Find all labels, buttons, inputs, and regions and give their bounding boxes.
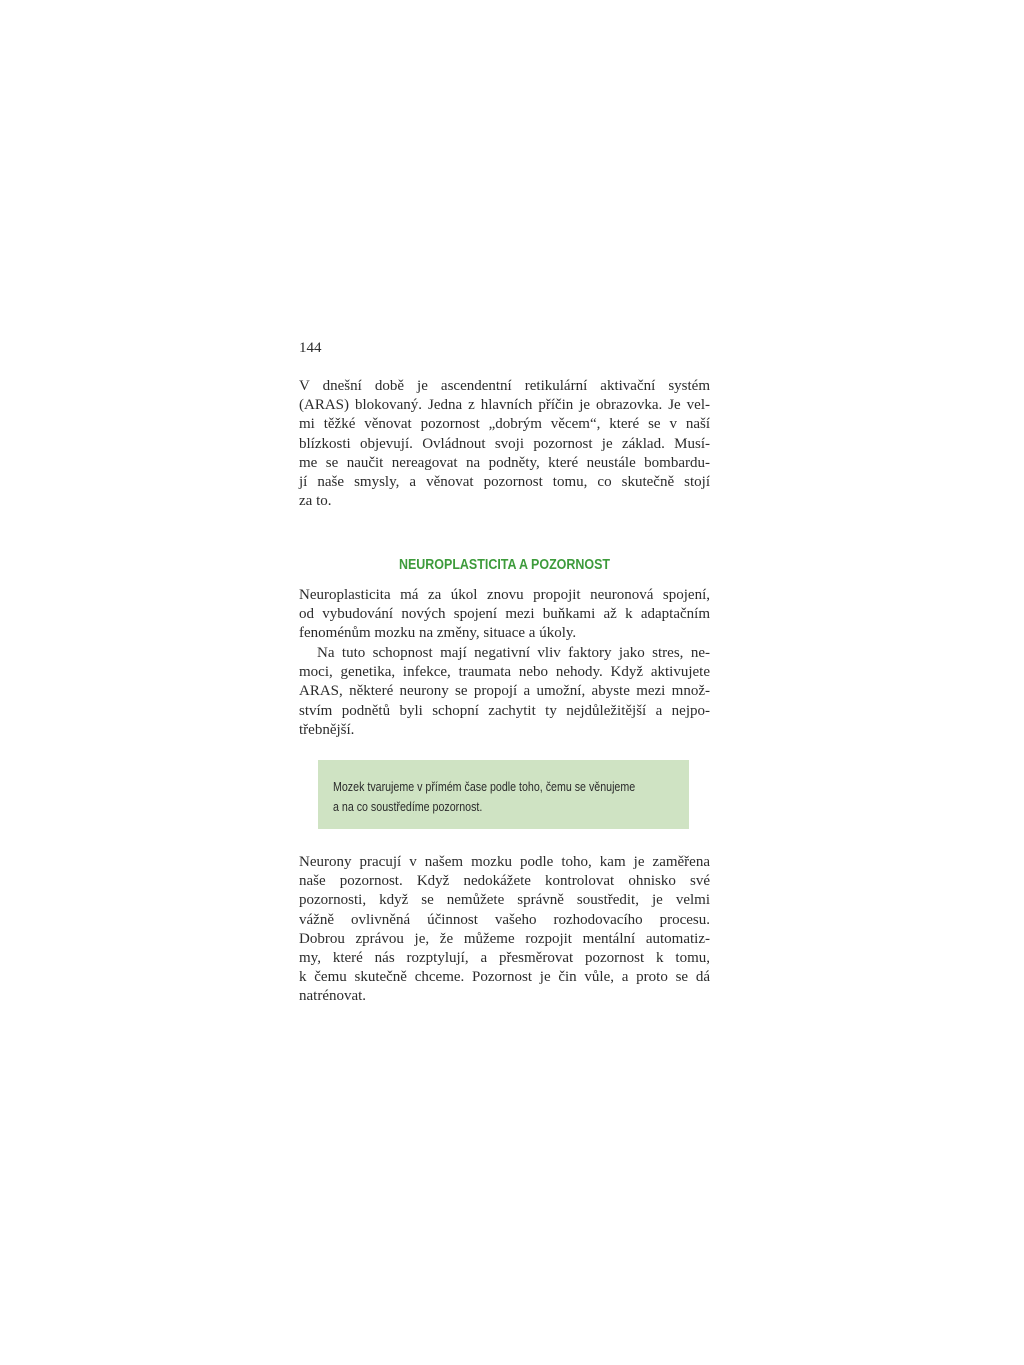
closing-paragraph — [299, 853, 710, 1007]
text-line: mi těžké věnovat pozornost „dobrým věcem“, které se v naší — [299, 416, 710, 433]
text-line: my, které nás rozptylují, a přesměrovat pozornost k tomu, — [299, 950, 710, 967]
book-page — [299, 0, 710, 1365]
text-line: třebnější. — [299, 721, 355, 738]
callout-box — [318, 760, 689, 829]
text-line: me se naučit nereagovat na podněty, které neustále bombardu- — [299, 454, 710, 471]
text-line: ARAS, některé neurony se propojí a umožní, abyste mezi množ- — [299, 683, 710, 700]
text-line: Neuroplasticita má za úkol znovu propojit neuronová spojení, — [299, 587, 710, 603]
text-line: Na tuto schopnost mají negativní vliv faktory jako stres, ne- — [317, 645, 710, 661]
text-line: stvím podnětů byli schopní zachytit ty nejdůležitější a nejpo- — [299, 702, 710, 719]
text-line: Neurony pracují v našem mozku podle toho, kam je zaměřena — [299, 854, 710, 870]
callout-line: Mozek tvarujeme v přímém čase podle toho, čemu se věnujeme — [333, 779, 636, 794]
text-line: od vybudování nových spojení mezi buňkami až k adaptačním — [299, 606, 710, 623]
text-line: moci, genetika, infekce, traumata nebo nehody. Když aktivujete — [299, 664, 710, 681]
intro-paragraph — [299, 377, 710, 511]
callout-text — [333, 777, 674, 816]
text-line: vážně ovlivněná účinnost vašeho rozhodovacího procesu. — [299, 911, 710, 928]
section-heading: NEUROPLASTICITA A POZORNOST — [398, 557, 611, 573]
text-line: za to. — [299, 493, 332, 510]
section-paragraph-2 — [299, 644, 710, 740]
text-line: V dnešní době je ascendentní retikulární aktivační systém — [299, 378, 710, 394]
text-line: (ARAS) blokovaný. Jedna z hlavních příčin je obrazovka. Je vel- — [299, 397, 710, 414]
text-line: naše pozornost. Když nedokážete kontrolovat ohnisko své — [299, 873, 710, 890]
text-line: fenoménům mozku na změny, situace a úkoly. — [299, 625, 577, 642]
text-line: jí naše smysly, a věnovat pozornost tomu, co skutečně stojí — [299, 474, 710, 491]
text-line: Dobrou zprávou je, že můžeme rozpojit mentální automatiz- — [299, 930, 710, 947]
section-paragraph-1 — [299, 586, 710, 644]
text-line: natrénovat. — [299, 988, 367, 1005]
callout-line: a na co soustředíme pozornost. — [333, 798, 483, 814]
text-line: k čemu skutečně chceme. Pozornost je čin vůle, a proto se dá — [299, 969, 710, 986]
page-number: 144 — [299, 340, 322, 356]
text-line: pozornosti, když se nemůžete správně soustředit, je velmi — [299, 892, 710, 909]
text-line: blízkosti objevují. Ovládnout svoji pozornost je základ. Musí- — [299, 435, 710, 452]
